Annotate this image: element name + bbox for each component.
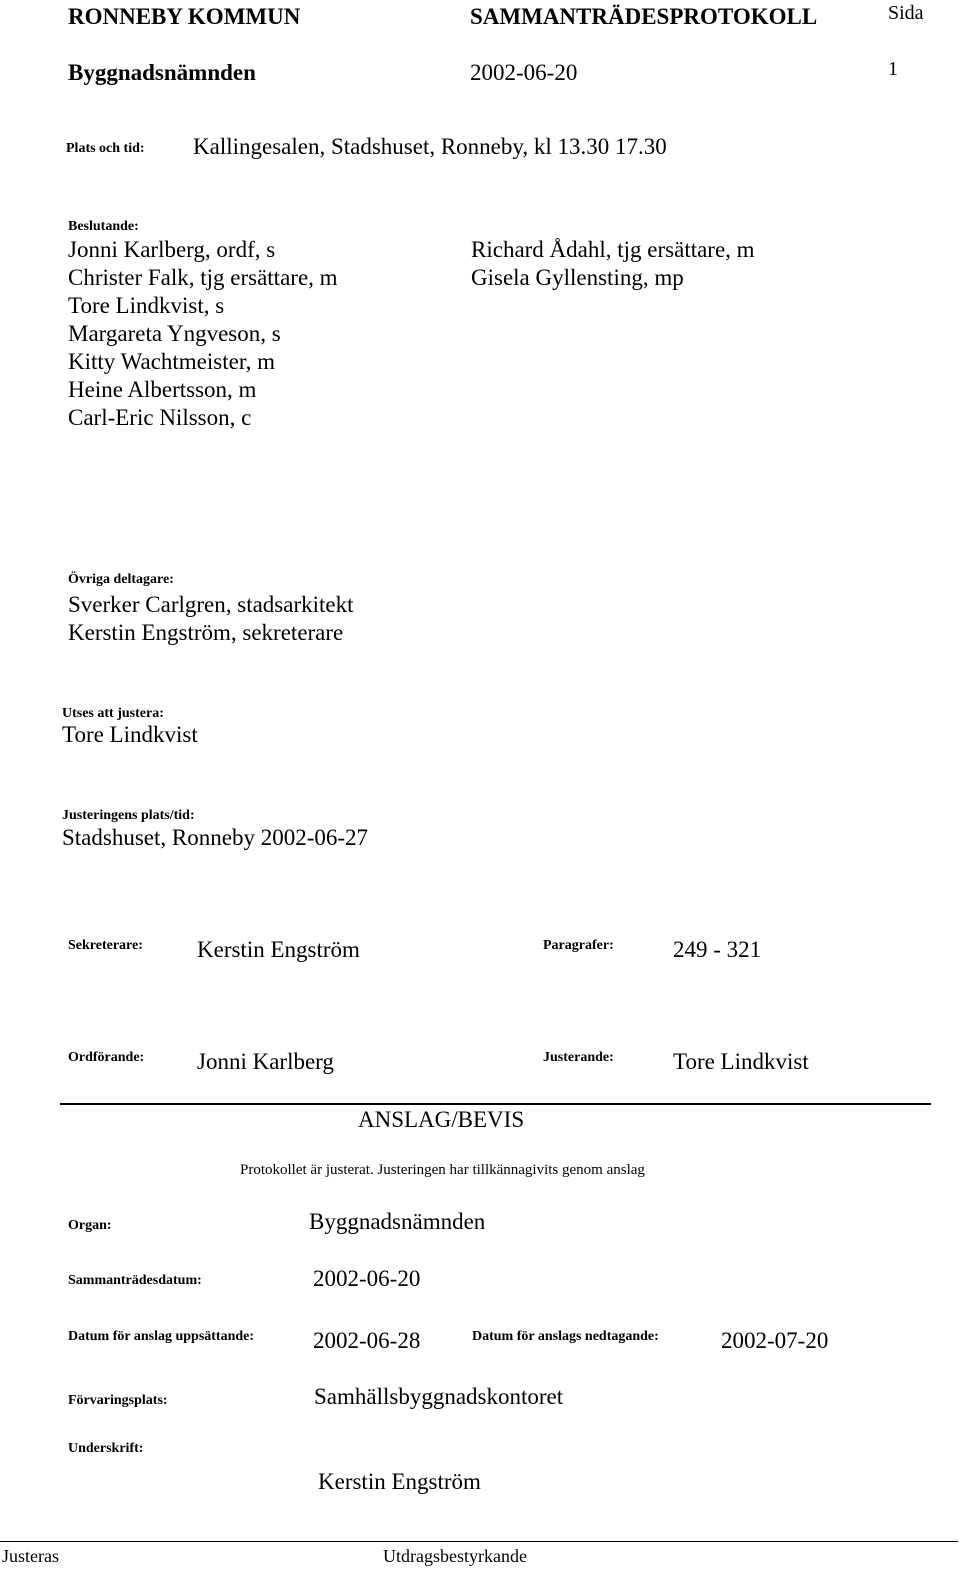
footer-divider bbox=[0, 1541, 958, 1542]
meeting-date-value: 2002-06-20 bbox=[313, 1266, 421, 1291]
storage-label: Förvaringsplats: bbox=[68, 1393, 168, 1408]
secretary-label: Sekreterare: bbox=[68, 938, 143, 953]
list-item: Richard Ådahl, tjg ersättare, m bbox=[471, 237, 755, 262]
deciders-list-left bbox=[68, 236, 338, 432]
list-item: Jonni Karlberg, ordf, s bbox=[68, 237, 276, 262]
list-item: Carl-Eric Nilsson, c bbox=[68, 405, 252, 430]
chair-value: Jonni Karlberg bbox=[197, 1049, 334, 1074]
place-time-label: Plats och tid: bbox=[66, 141, 145, 156]
footer-right: Utdragsbestyrkande bbox=[383, 1546, 527, 1566]
municipality-name: RONNEBY KOMMUN bbox=[68, 4, 301, 29]
list-item: Margareta Yngveson, s bbox=[68, 321, 281, 346]
posting-date-label: Datum för anslag uppsättande: bbox=[68, 1329, 255, 1344]
notice-title: ANSLAG/BEVIS bbox=[358, 1107, 525, 1132]
place-time-value: Kallingesalen, Stadshuset, Ronneby, kl 13.30 17.30 bbox=[193, 134, 667, 159]
adjuster-label: Utses att justera: bbox=[62, 706, 164, 721]
list-item: Christer Falk, tjg ersättare, m bbox=[68, 265, 338, 290]
adjusting-value: Tore Lindkvist bbox=[673, 1049, 809, 1074]
list-item: Kitty Wachtmeister, m bbox=[68, 349, 275, 374]
list-item: Gisela Gyllensting, mp bbox=[471, 265, 684, 290]
storage-value: Samhällsbyggnadskontoret bbox=[314, 1384, 564, 1409]
other-participants-list bbox=[68, 591, 354, 647]
adjustment-place-value: Stadshuset, Ronneby 2002-06-27 bbox=[62, 825, 369, 850]
list-item: Heine Albertsson, m bbox=[68, 377, 257, 402]
page-label: Sida bbox=[888, 2, 924, 24]
list-item: Sverker Carlgren, stadsarkitekt bbox=[68, 592, 354, 617]
organ-label: Organ: bbox=[68, 1218, 112, 1233]
removal-date-label: Datum för anslags nedtagande: bbox=[472, 1329, 659, 1344]
organ-value: Byggnadsnämnden bbox=[309, 1209, 486, 1234]
notice-statement: Protokollet är justerat. Justeringen har tillkännagivits genom anslag bbox=[240, 1162, 645, 1178]
adjustment-place-label: Justeringens plats/tid: bbox=[62, 808, 195, 823]
chair-label: Ordförande: bbox=[68, 1050, 145, 1065]
list-item: Kerstin Engström, sekreterare bbox=[68, 620, 344, 645]
deciders-list-right bbox=[471, 236, 755, 292]
removal-date-value: 2002-07-20 bbox=[721, 1328, 829, 1353]
signature-label: Underskrift: bbox=[68, 1441, 144, 1456]
deciders-label: Beslutande: bbox=[68, 219, 139, 234]
adjusting-label: Justerande: bbox=[543, 1050, 614, 1065]
notice-divider bbox=[60, 1103, 931, 1105]
meeting-date: 2002-06-20 bbox=[470, 60, 578, 85]
committee-name: Byggnadsnämnden bbox=[68, 60, 256, 85]
adjuster-value: Tore Lindkvist bbox=[62, 722, 198, 747]
document-type: SAMMANTRÄDESPROTOKOLL bbox=[470, 4, 818, 29]
footer-left: Justeras bbox=[2, 1546, 59, 1566]
list-item: Tore Lindkvist, s bbox=[68, 293, 225, 318]
secretary-value: Kerstin Engström bbox=[197, 937, 360, 962]
page-number: 1 bbox=[888, 58, 898, 80]
paragraphs-label: Paragrafer: bbox=[543, 938, 614, 953]
paragraphs-value: 249 - 321 bbox=[673, 937, 762, 962]
meeting-date-label: Sammanträdesdatum: bbox=[68, 1273, 202, 1288]
other-participants-label: Övriga deltagare: bbox=[68, 572, 174, 587]
posting-date-value: 2002-06-28 bbox=[313, 1328, 421, 1353]
signature-value: Kerstin Engström bbox=[318, 1469, 481, 1494]
